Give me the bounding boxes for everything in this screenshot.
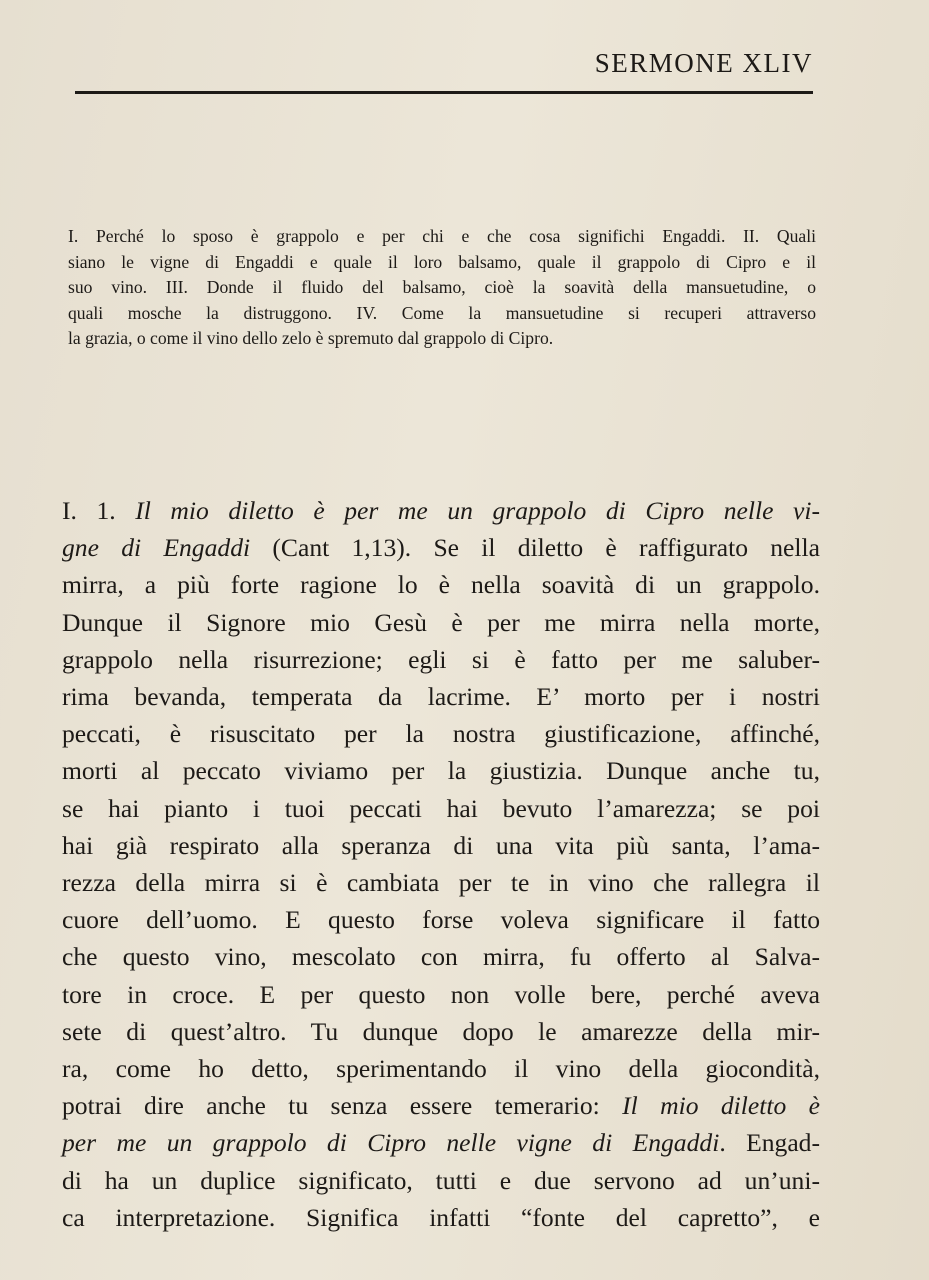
italic-quote: Il mio diletto è <box>622 1091 820 1121</box>
text-segment: morti al peccato viviamo per la giustizia. Dunque anche tu, <box>62 756 820 786</box>
body-line <box>62 1124 820 1161</box>
text-segment: Dunque il Signore mio Gesù è per me mirra nella morte, <box>62 607 820 637</box>
body-line <box>62 790 820 827</box>
text-segment: tore in croce. E per questo non volle bere, perché aveva <box>62 979 820 1009</box>
italic-quote: per me un grappolo di Cipro nelle vigne di Engaddi <box>62 1128 720 1158</box>
body-line <box>62 1162 820 1199</box>
body-line <box>62 1199 820 1236</box>
summary-line: I. Perché lo sposo è grappolo e per chi e che cosa significhi Engaddi. II. Quali <box>68 226 816 246</box>
body-line <box>62 864 820 901</box>
body-line <box>62 901 820 938</box>
text-segment: . Engad- <box>719 1128 820 1158</box>
text-segment: di ha un duplice significato, tutti e due servono ad un’uni- <box>62 1165 820 1195</box>
text-segment: cuore dell’uomo. E questo forse voleva significare il fatto <box>62 905 820 935</box>
text-segment: potrai dire anche tu senza essere temerario: <box>62 1091 623 1121</box>
text-segment: che questo vino, mescolato con mirra, fu offerto al Salva- <box>62 942 820 972</box>
summary-line: quali mosche la distruggono. IV. Come la mansuetudine si recuperi attraverso <box>68 302 816 323</box>
text-segment: grappolo nella risurrezione; egli si è fatto per me saluber- <box>62 644 820 674</box>
text-segment: hai già respirato alla speranza di una vita più santa, l’ama- <box>62 830 820 860</box>
body-line <box>62 678 820 715</box>
sermon-summary <box>68 224 816 352</box>
body-line <box>62 641 820 678</box>
text-segment: I. 1. <box>62 496 136 525</box>
summary-line: la grazia, o come il vino dello zelo è spremuto dal grappolo di Cipro. <box>68 328 554 348</box>
body-line <box>62 1050 820 1087</box>
italic-quote: Il mio diletto è per me un grappolo di Cipro nelle vi- <box>135 496 820 525</box>
header-rule <box>75 91 813 94</box>
summary-line: suo vino. III. Donde il fluido del balsamo, cioè la soavità della mansuetudine, o <box>68 277 816 297</box>
body-line <box>62 1013 820 1050</box>
body-line <box>62 529 820 566</box>
text-segment: mirra, a più forte ragione lo è nella soavità di un grappolo. <box>62 570 820 600</box>
body-line <box>62 492 820 529</box>
body-line <box>62 976 820 1013</box>
body-line <box>62 1087 820 1124</box>
body-text <box>62 492 820 1236</box>
body-line <box>62 715 820 752</box>
text-segment: ca interpretazione. Significa infatti “fonte del capretto”, e <box>62 1202 820 1232</box>
body-line <box>62 938 820 975</box>
summary-line: siano le vigne di Engaddi e quale il loro balsamo, quale il grappolo di Cipro e il <box>68 251 816 272</box>
text-segment: se hai pianto i tuoi peccati hai bevuto l’amarezza; se poi <box>62 793 820 823</box>
running-header: SERMONE XLIV <box>594 48 813 78</box>
body-line <box>62 566 820 603</box>
body-line <box>62 827 820 864</box>
text-segment: ra, come ho detto, sperimentando il vino della giocondità, <box>62 1054 820 1084</box>
body-line <box>62 604 820 641</box>
text-segment: sete di quest’altro. Tu dunque dopo le amarezze della mir- <box>62 1016 820 1046</box>
text-segment: (Cant 1,13). Se il diletto è raffigurato nella <box>250 533 821 563</box>
text-segment: peccati, è risuscitato per la nostra giustificazione, affinché, <box>62 719 820 749</box>
text-segment: rezza della mirra si è cambiata per te in vino che rallegra il <box>62 868 820 898</box>
body-line <box>62 752 820 789</box>
text-segment: rima bevanda, temperata da lacrime. E’ morto per i nostri <box>62 682 820 712</box>
italic-quote: gne di Engaddi <box>62 533 251 563</box>
